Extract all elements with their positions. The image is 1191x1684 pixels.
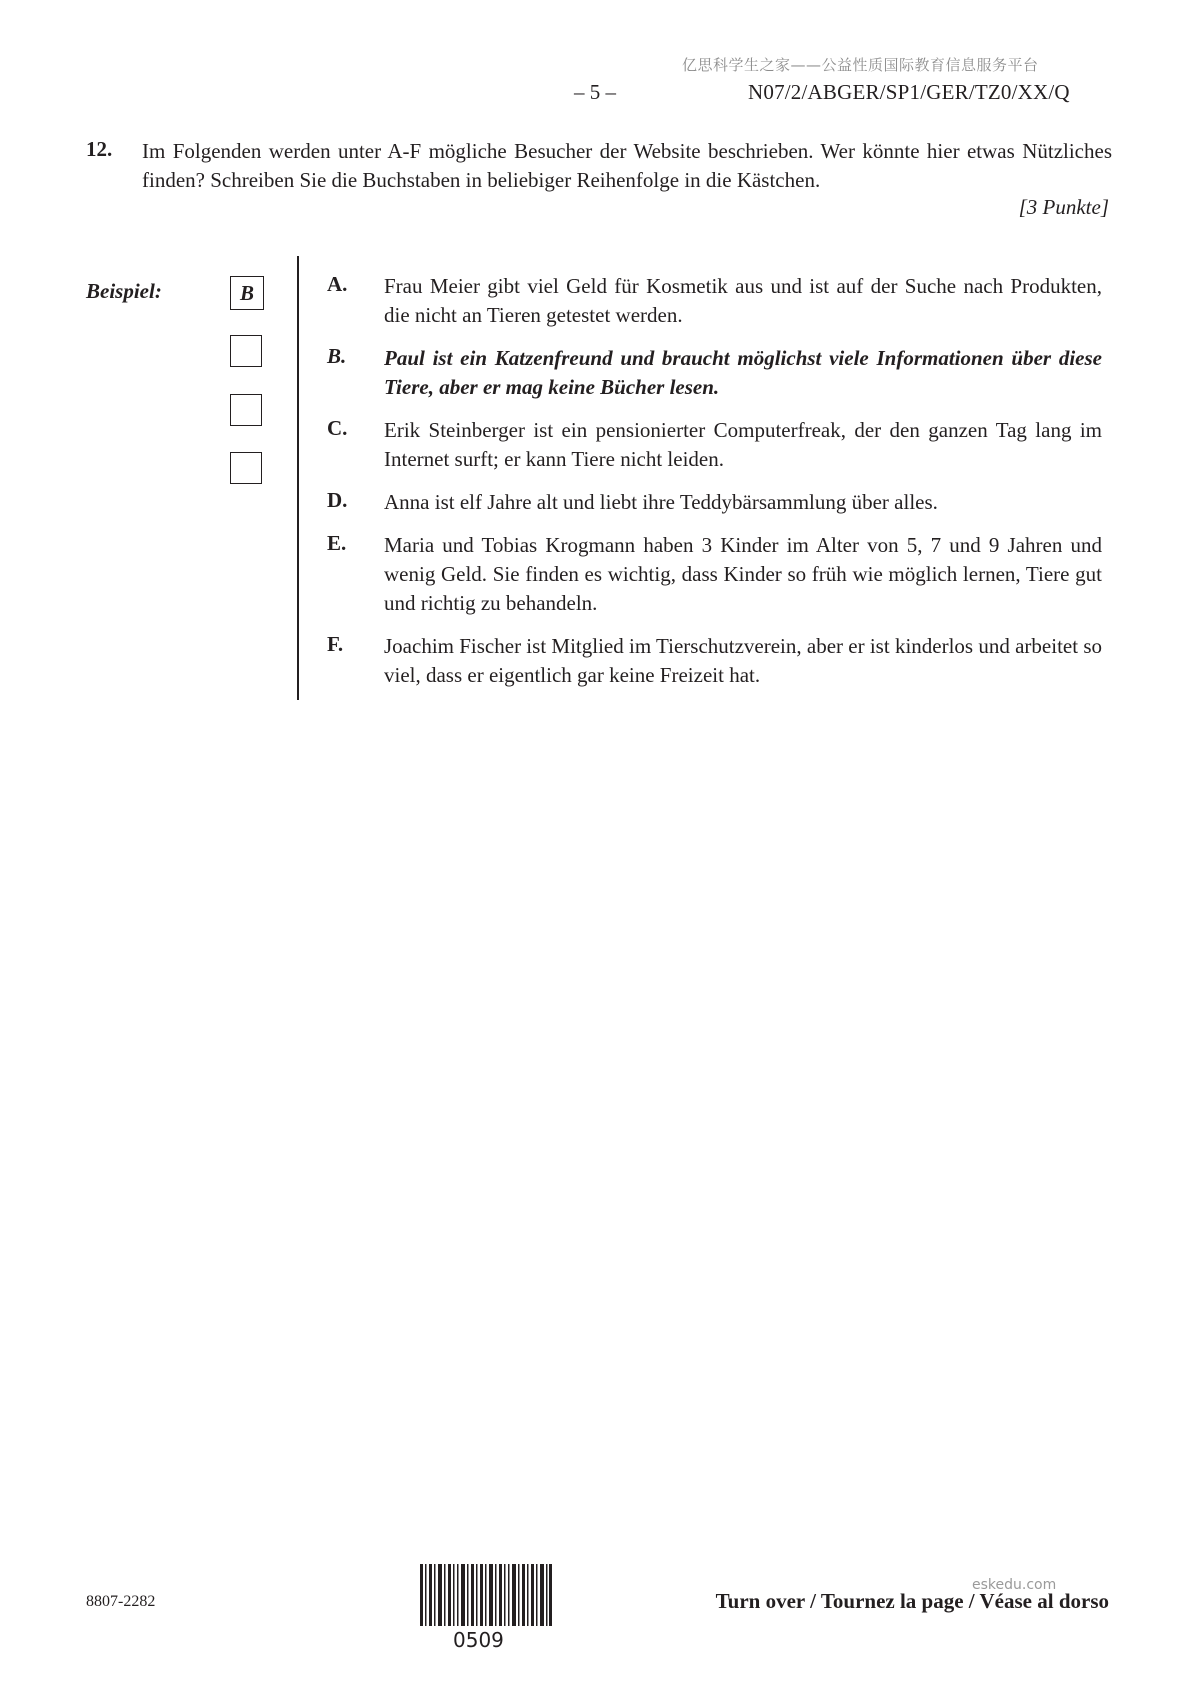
option-f-text: Joachim Fischer ist Mitglied im Tierschutzverein, aber er ist kinderlos und arbeitet so viel, dass er eigentlich gar keine Freizeit hat. xyxy=(384,634,1102,687)
page-number: – 5 – xyxy=(574,80,616,104)
question-text: Im Folgenden werden unter A-F mögliche Besucher der Website beschrieben. Wer könnte hier etwas Nützliches finden? Schreiben Sie die Buchstaben in beliebiger Reihenfolge in die Kästchen. xyxy=(142,139,1112,192)
option-e-letter: E. xyxy=(327,531,347,555)
example-answer-box xyxy=(230,276,264,310)
answer-box-2[interactable] xyxy=(230,394,262,426)
option-c-letter: C. xyxy=(327,416,348,440)
answer-box-1[interactable] xyxy=(230,335,262,367)
option-a-text: Frau Meier gibt viel Geld für Kosmetik aus und ist auf der Suche nach Produkten, die nicht an Tieren getestet werden. xyxy=(384,274,1102,327)
option-f-letter: F. xyxy=(327,632,344,656)
example-label: Beispiel: xyxy=(86,279,162,303)
example-answer: B xyxy=(239,280,254,305)
exam-code: N07/2/ABGER/SP1/GER/TZ0/XX/Q xyxy=(748,80,1070,104)
answer-box-3[interactable] xyxy=(230,452,262,484)
column-divider xyxy=(297,256,299,700)
option-c-text: Erik Steinberger ist ein pensionierter Computerfreak, der den ganzen Tag lang im Internet surft; er kann Tiere nicht leiden. xyxy=(384,418,1102,471)
option-d-letter: D. xyxy=(327,488,348,512)
document-id: 8807-2282 xyxy=(86,1593,156,1610)
turn-over-note: Turn over / Tournez la page / Véase al dorso xyxy=(715,1589,1109,1613)
barcode-number: 0509 xyxy=(453,1628,504,1652)
option-b-text: Paul ist ein Katzenfreund und braucht möglichst viele Informationen über diese Tiere, aber er mag keine Bücher lesen. xyxy=(384,346,1102,399)
barcode-icon xyxy=(420,1564,552,1626)
header-watermark: 亿思科学生之家——公益性质国际教育信息服务平台 xyxy=(682,56,1039,74)
option-b-letter: B. xyxy=(327,344,347,368)
question-points: [3 Punkte] xyxy=(1018,195,1109,219)
option-a-letter: A. xyxy=(327,272,348,296)
option-d-text: Anna ist elf Jahre alt und liebt ihre Teddybärsammlung über alles. xyxy=(384,490,938,514)
question-number: 12. xyxy=(86,137,113,161)
option-e-text: Maria und Tobias Krogmann haben 3 Kinder im Alter von 5, 7 und 9 Jahren und wenig Geld. Sie finden es wichtig, dass Kinder so früh wie möglich lernen, Tiere gut und richtig zu behandeln. xyxy=(384,533,1102,615)
footer-watermark: eskedu.com xyxy=(972,1577,1057,1593)
